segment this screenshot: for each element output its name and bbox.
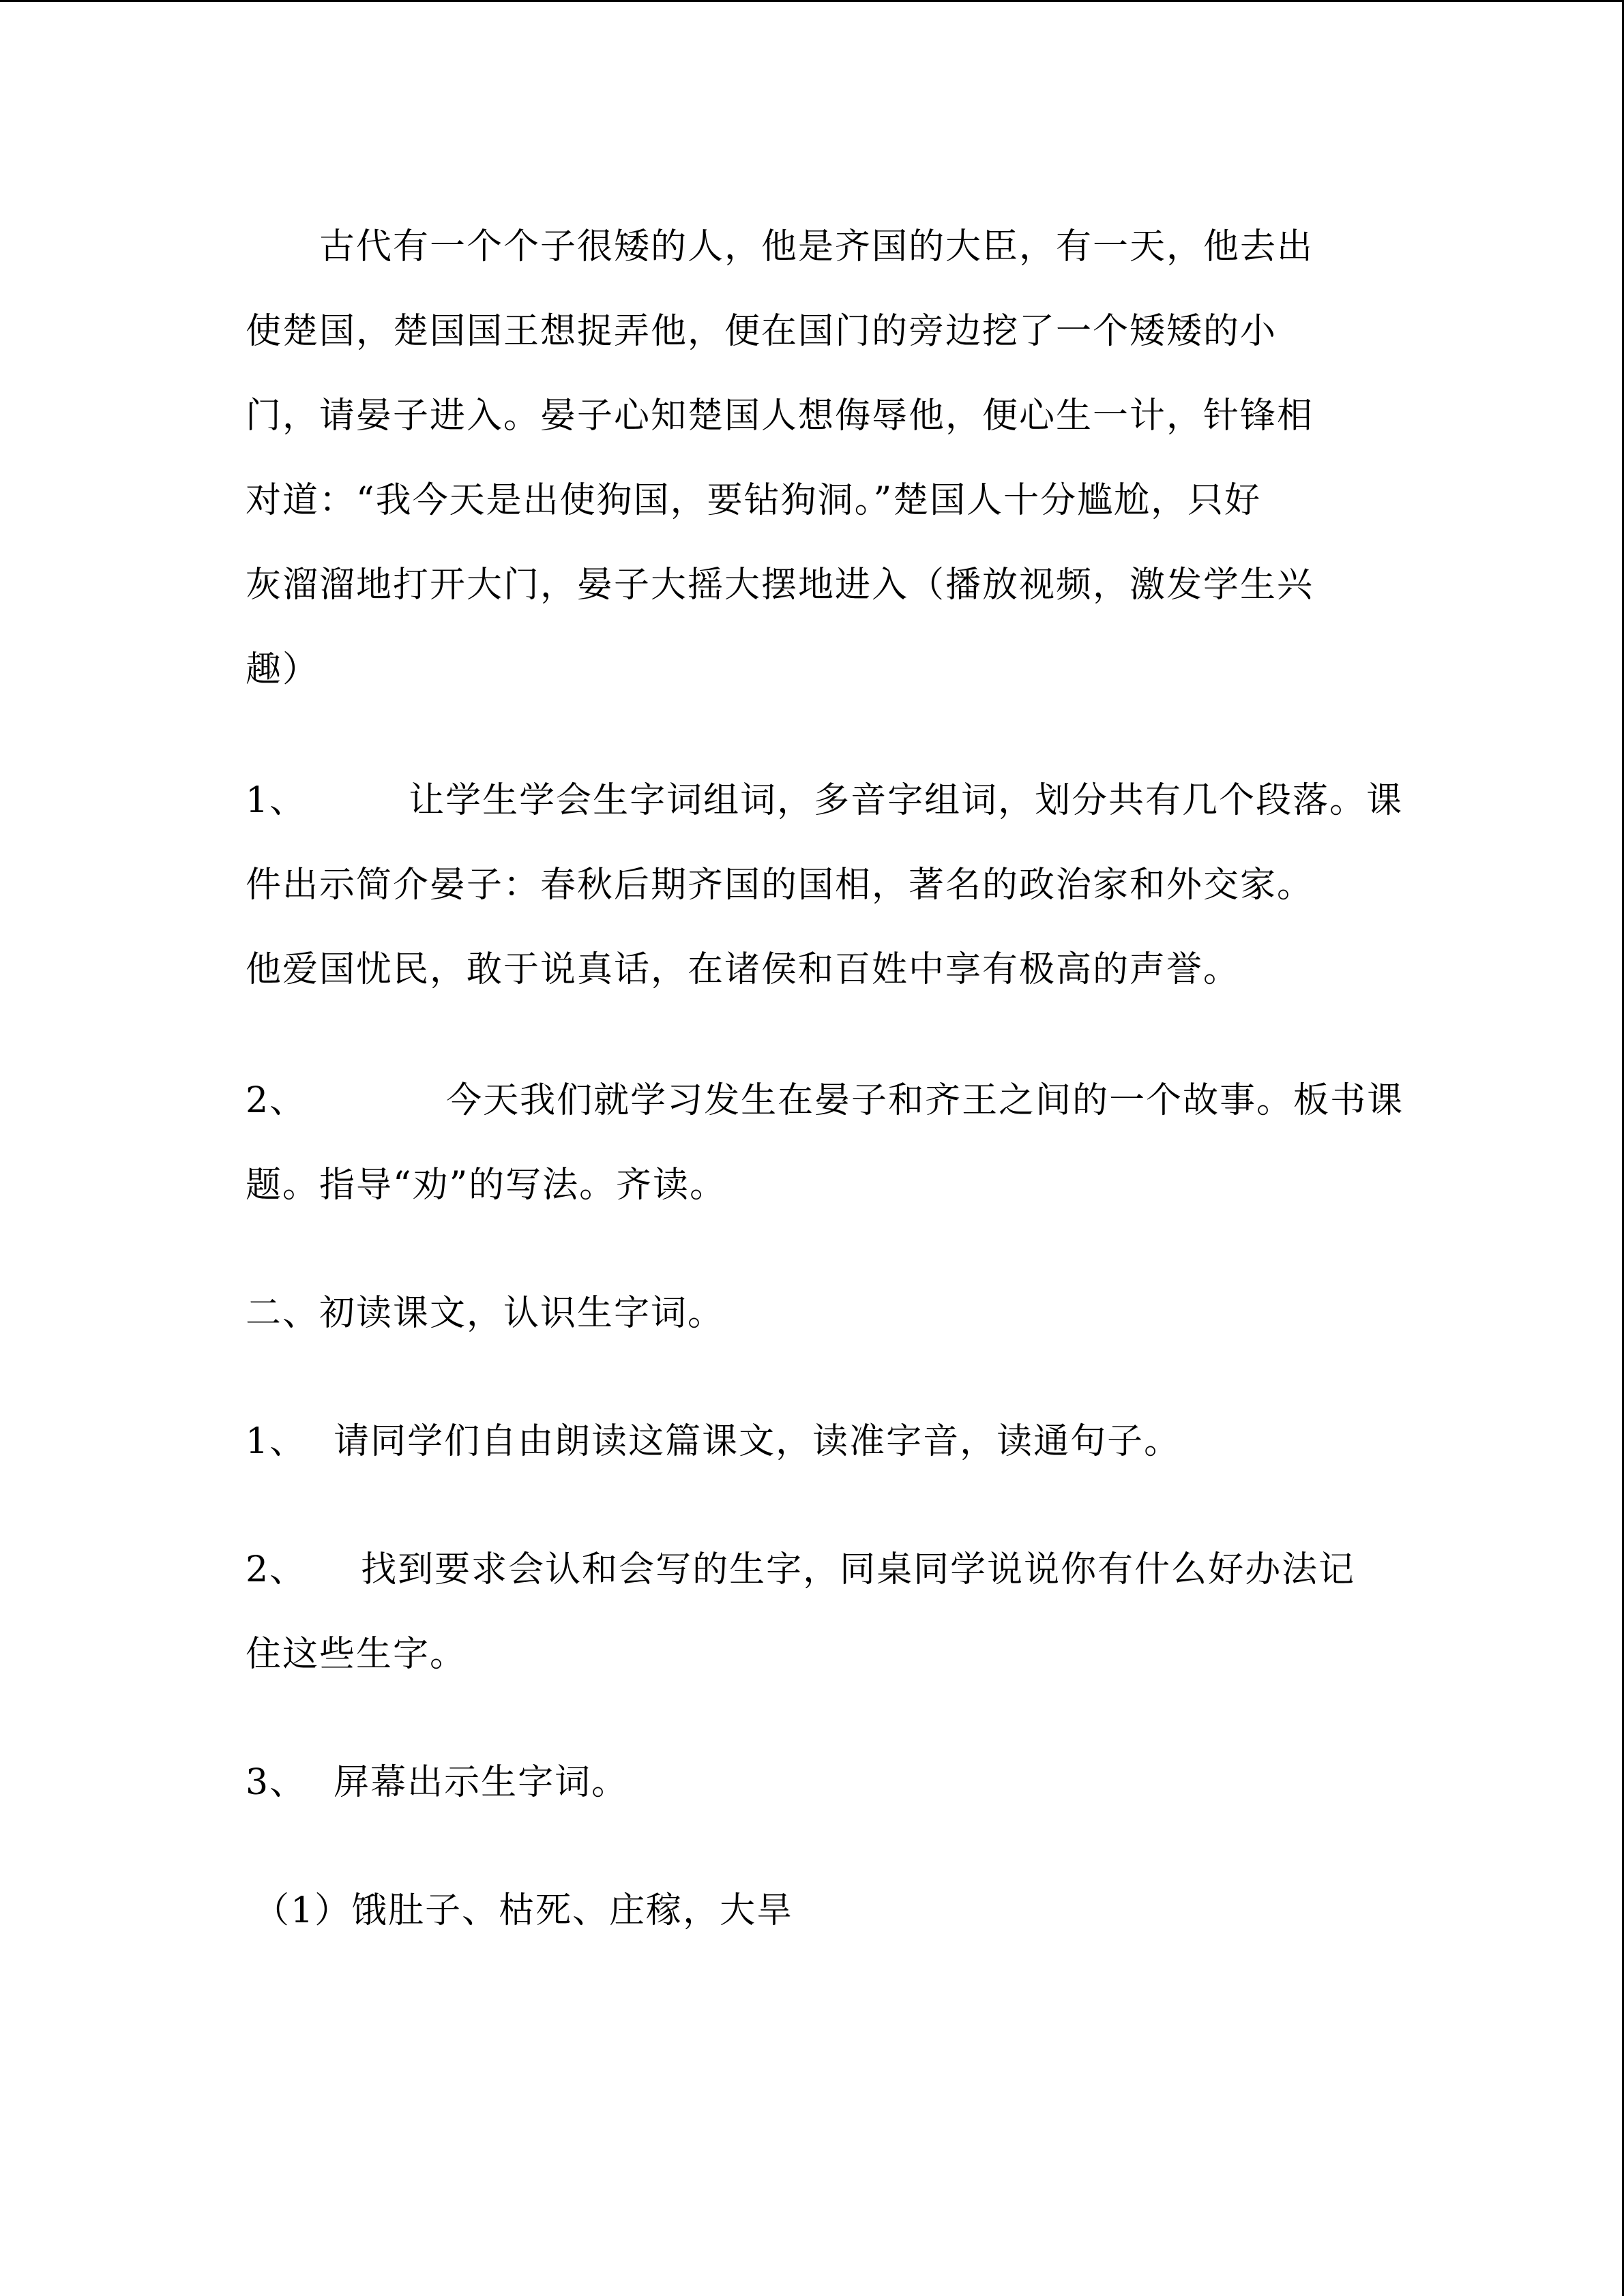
spacer — [246, 1012, 1386, 1058]
list-number: 1、 — [246, 780, 307, 821]
intro-paragraph — [246, 205, 1386, 712]
section-heading: 二、初读课文，认识生字词。 — [246, 1293, 725, 1334]
list-number: 1、 — [246, 1421, 307, 1462]
list-number: 2、 — [246, 1080, 307, 1121]
intro-line: 门，请晏子进入。晏子心知楚国人想侮辱他，便心生一计，针锋相 — [246, 396, 1314, 436]
vocabulary-text: （1）饿肚子、枯死、庄稼，大旱 — [254, 1890, 794, 1931]
list-item-text: 让学生学会生字词组词，多音字组词，划分共有几个段落。课 — [409, 780, 1404, 821]
list-number: 3、 — [246, 1762, 307, 1803]
intro-line: 趣） — [246, 649, 320, 690]
spacer — [246, 1697, 1386, 1740]
step-2 — [246, 1527, 1386, 1697]
spacer — [246, 712, 1386, 758]
list-number: 2、 — [246, 1549, 307, 1590]
step-line — [246, 1527, 1386, 1612]
step-text: 找到要求会认和会写的生字，同桌同学说说你有什么好办法记 — [361, 1549, 1356, 1590]
list-item-line — [246, 1058, 1404, 1143]
list-item-2 — [246, 1058, 1404, 1227]
step-3 — [246, 1740, 1386, 1825]
list-item-text: 今天我们就学习发生在晏子和齐王之间的一个故事。板书课 — [446, 1080, 1404, 1121]
list-item-line: 件出示简介晏子：春秋后期齐国的国相，著名的政治家和外交家。 — [246, 865, 1314, 906]
step-line: 住这些生字。 — [246, 1634, 467, 1675]
list-item-line: 题。指导“劝”的写法。齐读。 — [246, 1165, 727, 1206]
list-item-line: 他爱国忧民，敢于说真话，在诸侯和百姓中享有极高的声誉。 — [246, 949, 1241, 990]
top-border-line — [0, 0, 1624, 2]
intro-line-text: 古代有一个个子很矮的人，他是齐国的大臣，有一天，他去出 — [319, 226, 1314, 267]
intro-line: 对道：“我今天是出使狗国，要钻狗洞。”楚国人十分尴尬，只好 — [246, 480, 1262, 521]
list-item-1 — [246, 758, 1404, 1012]
vocabulary-group-1 — [246, 1868, 1386, 1953]
spacer — [246, 1484, 1386, 1527]
spacer — [246, 1825, 1386, 1868]
step-text: 屏幕出示生字词。 — [334, 1762, 629, 1803]
step-1 — [246, 1399, 1386, 1484]
document-page — [246, 205, 1404, 1953]
step-text: 请同学们自由朗读这篇课文，读准字音，读通句子。 — [334, 1421, 1181, 1462]
spacer — [246, 1227, 1386, 1271]
intro-line: 使楚国，楚国国王想捉弄他，便在国门的旁边挖了一个矮矮的小 — [246, 311, 1278, 352]
intro-line: 灰溜溜地打开大门，晏子大摇大摆地进入（播放视频，激发学生兴 — [246, 565, 1314, 606]
intro-line — [246, 205, 1386, 289]
list-item-line — [246, 758, 1404, 843]
spacer — [246, 1356, 1386, 1399]
